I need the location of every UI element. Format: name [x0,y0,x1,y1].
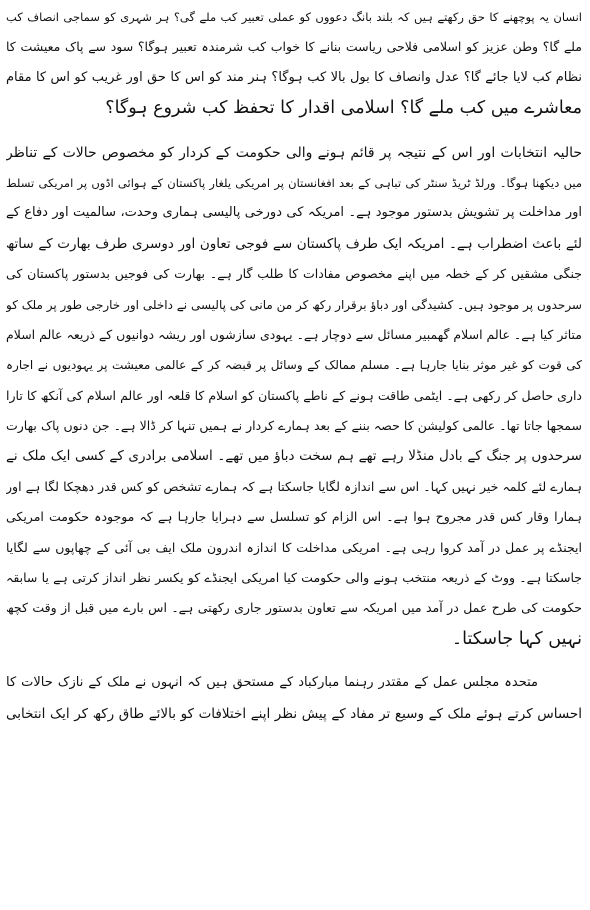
text-line: سرحدوں پر جنگ کے بادل منڈلا رہے تھے ہم سخت دباؤ میں تھے۔ اسلامی برادری کے کسی ایک ملک نے [6,448,582,465]
text-line: میں دیکھنا ہوگا۔ ورلڈ ٹریڈ سنٹر کی تباہی کے بعد افغانستان پر امریکی یلغار پاکستان کے ہوائی اڈوں پر امریکی تسلط [6,175,582,190]
text-line: جنگی مشقیں کر کے خطہ میں اپنے مخصوص مفادات کا طلب گار ہے۔ بھارت کی فوجیں بدستور پاکستان کی [6,266,582,282]
text-line: نظام کب لایا جائے گا؟ عدل وانصاف کا بول بالا کب ہوگا؟ ہنر مند کو اس کا حق اور غریب کو اس کا مقام [6,69,582,85]
text-line: حالیہ انتخابات اور اس کے نتیجہ پر قائم ہونے والی حکومت کے کردار کو مخصوص حالات کے تناظر [6,144,582,161]
text-line: کی قوت کو غیر موثر بنایا جارہا ہے۔ مسلم ممالک کے وسائل پر قبضہ کر کے عالمی معیشت پر یہودیوں نے اجارہ [6,358,582,373]
text-line: ہمارے لئے کلمہ خیر نہیں کہا۔ اس سے اندازہ لگایا جاسکتا ہے کہ ہمارے تشخص کو کس قدر دھچکا لگا ہے اور [6,478,582,494]
paragraph-elections [6,138,582,655]
text-line: احساس کرتے ہوئے ملک کے وسیع تر مفاد کے پیش نظر اپنے اختلافات کو بالائے طاق رکھ کر ایک انتخابی [6,705,582,722]
text-line: معاشرے میں کب ملے گا؟ اسلامی اقدار کا تحفظ کب شروع ہوگا؟ [105,98,582,119]
text-line: لئے باعث اضطراب ہے۔ امریکہ ایک طرف پاکستان سے فوجی تعاون اور دوسری طرف بھارت کے ساتھ [6,235,582,252]
text-line: جاسکتا ہے۔ ووٹ کے ذریعہ منتخب ہونے والی حکومت کیا امریکی ایجنڈے کو یکسر نظر انداز کرتی ہے یا سابقہ [6,570,582,586]
text-line: متاثر کیا ہے۔ عالم اسلام گھمبیر مسائل سے دوچار ہے۔ یہودی سازشوں اور ریشہ دوانیوں کے ذریعہ عالم اسلام [6,326,582,342]
text-line: انسان یہ پوچھنے کا حق رکھتے ہیں کہ بلند بانگ دعووں کو عملی تعبیر کب ملے گی؟ ہر شہری کو سماجی انصاف کب [6,10,582,24]
paragraph-mma [6,668,582,729]
text-line: متحدہ مجلس عمل کے مقتدر رہنما مبارکباد کے مستحق ہیں کہ انہوں نے ملک کے نازک حالات کا [6,675,538,691]
text-line: ایجنڈے پر عمل در آمد کروا رہی ہے۔ امریکی مداخلت کا اندازہ اندرون ملک ایف بی آئی کے چھاپوں سے لگایا [6,539,582,555]
text-line: داری حاصل کر رکھی ہے۔ ایٹمی طاقت ہونے کے ناطے پاکستان کو اسلام کا قلعہ اور عالم اسلام کی آنکھ کا تارا [6,387,582,403]
text-line: ملے گا؟ وطن عزیز کو اسلامی فلاحی ریاست بنانے کا خواب کب شرمندہ تعبیر ہوگا؟ سود سے پاک معیشت کا [6,39,582,55]
text-line: ہمارا وقار کس قدر مجروح ہوا ہے۔ اس الزام کو تسلسل سے دہرایا جارہا ہے کہ موجودہ حکومت امریکی [6,509,582,525]
text-line: حکومت کی طرح عمل در آمد میں امریکہ سے تعاون بدستور جاری رکھتی ہے۔ اس بارے میں قبل از وقت کچھ [6,600,582,616]
text-line: نہیں کہا جاسکتا۔ [451,628,582,649]
text-line: سرحدوں پر موجود ہیں۔ کشیدگی اور دباؤ برقرار رکھ کر من مانی کی پالیسی نے داخلی اور خارجی طور پر ملک کو [6,297,582,312]
text-line: اور مداخلت پر تشویش بدستور موجود ہے۔ امریکہ کی دورخی پالیسی ہماری وحدت، سالمیت اور دفاع کے [6,205,582,221]
text-line: سمجھا جاتا تھا۔ عالمی کولیشن کا حصہ بننے کے بعد ہمارے کردار نے ہمیں تنہا کر ڈالا ہے۔ جن دنوں پاک بھارت [6,418,582,434]
paragraph-questions [6,2,582,124]
